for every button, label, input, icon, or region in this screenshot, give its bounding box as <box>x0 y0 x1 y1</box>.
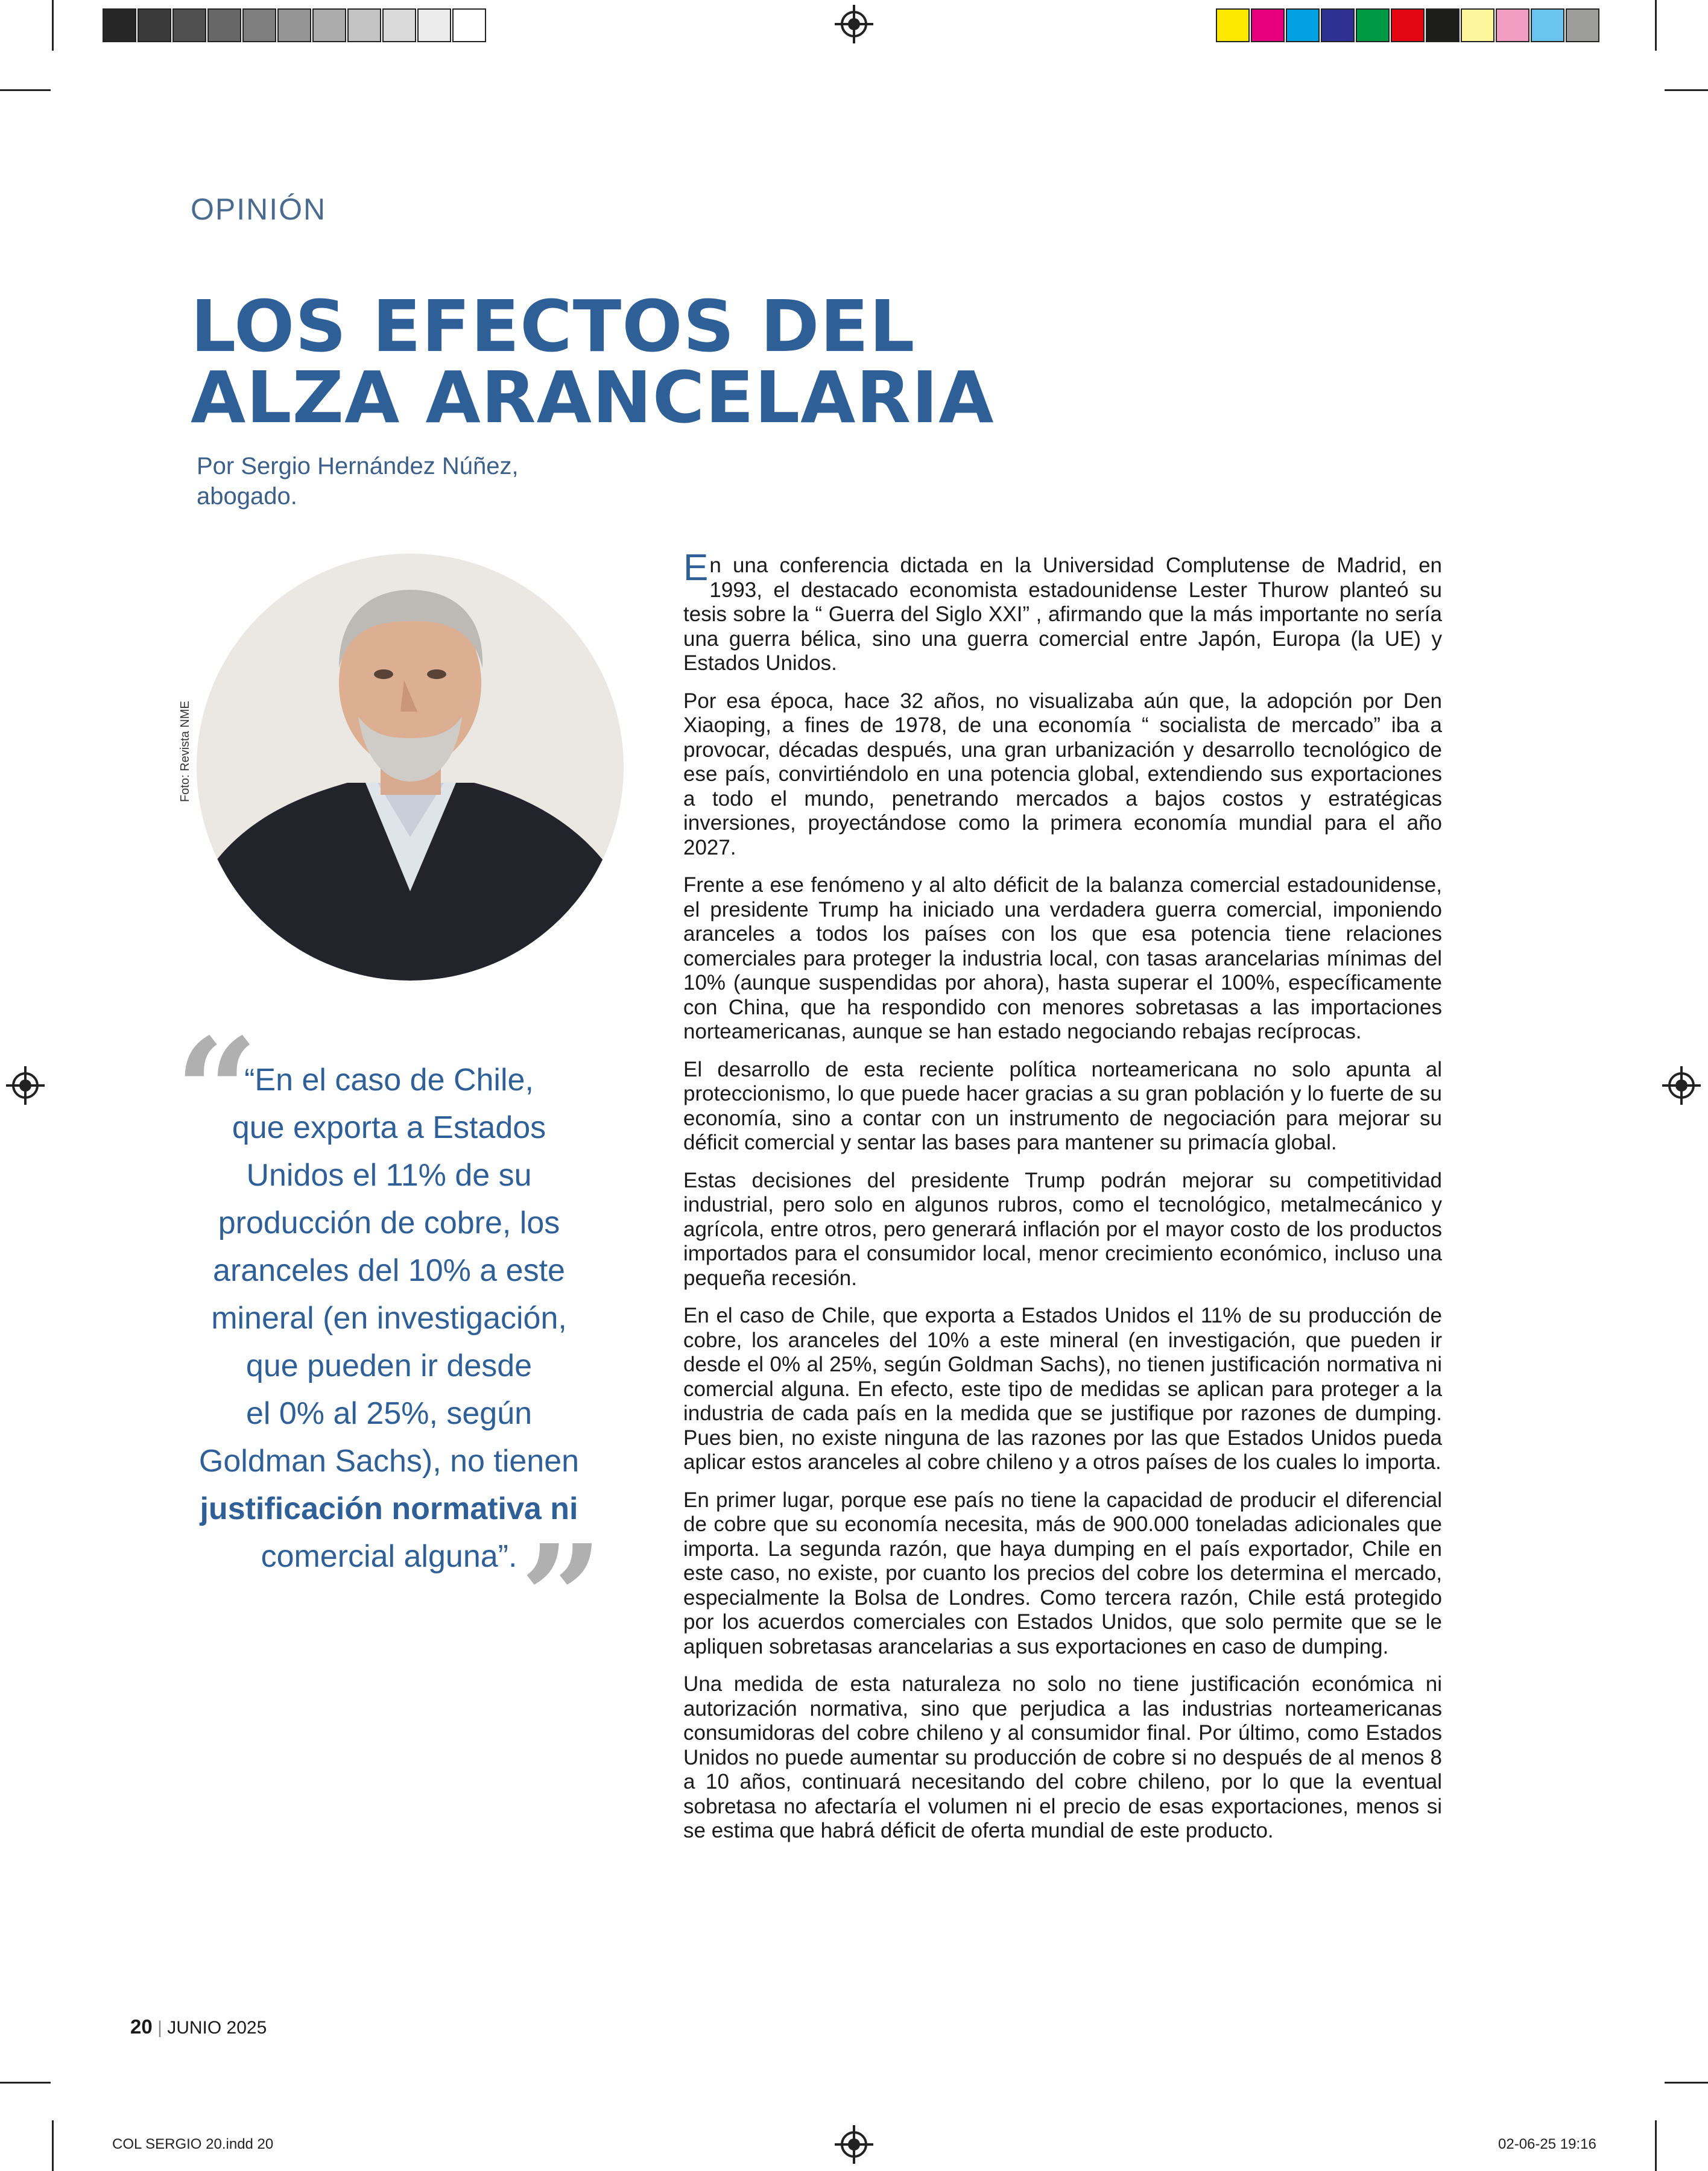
registration-mark-icon <box>12 1072 39 1099</box>
color-swatch <box>1216 8 1250 42</box>
color-swatch <box>452 8 486 42</box>
paragraph: En primer lugar, porque ese país no tiene la capacidad de producir el diferencial de cobre que su economía necesita, más de 900.000 toneladas adicionales que importa. La segunda razón, que haya dumping en el país exportador, Chile en este caso, no existe, por cuanto los precios del cobre los determina el mercado, especialmente la Bolsa de Londres. Como tercera razón, Chile está protegido por los acuerdos comerciales con Estados Unidos, que solo permite que se le apliquen sobretasas arancelarias a sus exportaciones en caso de dumping. <box>683 1488 1442 1658</box>
color-swatch <box>207 8 241 42</box>
paragraph: El desarrollo de esta reciente política norteamericana no solo apunta al proteccionismo, lo que puede hacer gracias a su gran población y lo fuerte de su economía, sino a contar con un instrumento de negociación para mejorar su déficit comercial y sentar las bases para mantener su primacía global. <box>683 1057 1442 1154</box>
color-swatch <box>1531 8 1564 42</box>
folio <box>130 2015 267 2038</box>
color-swatch <box>1391 8 1425 42</box>
pull-quote <box>187 1057 591 1581</box>
paragraph <box>683 547 1442 676</box>
crop-mark <box>52 2120 54 2171</box>
author-name: Por Sergio Hernández Núñez, <box>197 453 519 479</box>
color-swatch <box>138 8 171 42</box>
pull-quote-line: comercial alguna”. <box>261 1539 517 1574</box>
color-swatch <box>1566 8 1599 42</box>
crop-mark <box>0 2082 51 2084</box>
section-label: OPINIÓN <box>191 192 327 226</box>
paragraph: Frente a ese fenómeno y al alto déficit de la balanza comercial estadounidense, el presidente Trump ha iniciado una verdadera guerra comercial, imponiendo aranceles a todos los países con los que esa potencia tiene relaciones comerciales para proteger la industria local, con tasas arancelarias mínimas del 10% (aunque suspendidas por ahora), hasta superar el 100%, específicamente con China, que ha respondido con menores sobretasas a las importaciones norteamericanas, aunque se han estado negociando rebajas recíprocas. <box>683 873 1442 1043</box>
page-number: 20 <box>130 2015 153 2038</box>
color-swatch <box>1461 8 1494 42</box>
issue-date: JUNIO 2025 <box>167 2018 267 2038</box>
paragraph: En el caso de Chile, que exporta a Estados Unidos el 11% de su producción de cobre, los aranceles del 10% a este mineral (en investigación, que pueden ir desde el 0% al 25%, según Goldman Sachs), no tienen justificación normativa ni comercial alguna. En efecto, este tipo de medidas se aplican para proteger a la industria de cada país en la medida que se justifique por razones de dumping. Pues bien, no existe ninguna de las razones por las que Estados Unidos pueda aplicar estos aranceles al cobre chileno y a otros países de los cuales lo importa. <box>683 1304 1442 1474</box>
color-swatch <box>1251 8 1285 42</box>
color-swatch <box>242 8 276 42</box>
color-swatch <box>1286 8 1320 42</box>
color-swatch <box>417 8 451 42</box>
pull-quote-line: el 0% al 25%, según <box>245 1396 533 1431</box>
crop-mark <box>0 89 51 91</box>
color-swatch <box>103 8 136 42</box>
color-swatch <box>382 8 416 42</box>
crop-mark <box>52 0 54 51</box>
portrait-illustration <box>197 554 624 981</box>
paragraph: Una medida de esta naturaleza no solo no tiene justificación económica ni autorización normativa, sino que perjudica a las industrias norteamericanas consumidoras del cobre chileno y al consumidor final. Por último, como Estados Unidos no puede aumentar su producción de cobre si no después de al menos 8 a 10 años, continuará necesitando del cobre chileno, por lo que la eventual sobretasa no afectaría el volumen ni el precio de esas exportaciones, menos si se estima que habrá déficit de oferta mundial de este producto. <box>683 1672 1442 1842</box>
pull-quote-line: Unidos el 11% de su <box>246 1158 532 1193</box>
pull-quote-emphasis: justificación normativa ni <box>200 1491 578 1526</box>
paragraph: Por esa época, hace 32 años, no visualizaba aún que, la adopción por Den Xiaoping, a fines de 1978, de una economía “ socialista de mercado” iba a provocar, décadas después, una gran urbanización y desarrollo tecnológico de ese país, convirtiéndolo en una potencia global, extendiendo sus exportaciones a todo el mundo, penetrando mercados a bajos costos y estratégicas inversiones, proyectándose como la primera economía mundial para el año 2027. <box>683 689 1442 859</box>
photo-credit: Foto: Revista NME <box>179 701 192 802</box>
folio-separator: | <box>157 2018 162 2038</box>
pull-quote-line: producción de cobre, los <box>218 1206 560 1240</box>
pull-quote-line: “En el caso de Chile, <box>244 1063 534 1098</box>
byline <box>197 451 519 511</box>
close-quote-icon: ” <box>520 1513 604 1683</box>
title-line: ALZA ARANCELARIA <box>191 356 995 439</box>
article-body <box>683 547 1442 1857</box>
color-swatch <box>1321 8 1355 42</box>
pull-quote-line: mineral (en investigación, <box>211 1301 567 1336</box>
pull-quote-line: Goldman Sachs), no tienen <box>198 1444 580 1479</box>
registration-mark-icon <box>1668 1072 1695 1099</box>
author-role: abogado. <box>197 483 297 510</box>
article-title <box>191 285 1035 439</box>
crop-mark <box>1665 89 1708 91</box>
paragraph: Estas decisiones del presidente Trump podrán mejorar su competitividad industrial, pero solo en algunos rubros, como el tecnológico, metalmecánico y agrícola, entre otros, pero generará inflación por el mayor costo de los productos importados para el consumidor local, menor crecimiento económico, incluso una pequeña recesión. <box>683 1168 1442 1290</box>
paragraph-text: n una conferencia dictada en la Universidad Complutense de Madrid, en 1993, el destacado economista estadounidense Lester Thurow planteó su tesis sobre la “ Guerra del Siglo XXI” , afirmando que la más importante no sería una guerra bélica, sino una guerra comercial entre Japón, Europa (la UE) y Estados Unidos. <box>683 554 1442 675</box>
crop-mark <box>1655 0 1657 51</box>
color-swatch <box>347 8 381 42</box>
grey-color-bar <box>103 8 487 42</box>
pull-quote-line: aranceles del 10% a este <box>213 1253 565 1288</box>
color-swatch <box>1496 8 1529 42</box>
pull-quote-line: que pueden ir desde <box>245 1348 533 1383</box>
color-swatch <box>1356 8 1390 42</box>
crop-mark <box>1655 2120 1657 2171</box>
registration-mark-icon <box>841 11 867 37</box>
crop-mark <box>1665 2082 1708 2084</box>
pull-quote-line: que exporta a Estados <box>232 1110 546 1145</box>
author-portrait <box>197 554 624 981</box>
color-swatch <box>312 8 346 42</box>
color-swatch <box>1426 8 1460 42</box>
slug-filename: COL SERGIO 20.indd 20 <box>112 2136 274 2152</box>
drop-cap: E <box>683 547 709 589</box>
registration-mark-icon <box>841 2131 867 2158</box>
color-swatch <box>277 8 311 42</box>
title-line: LOS EFECTOS DEL <box>191 285 916 368</box>
color-swatch <box>172 8 206 42</box>
slug-timestamp: 02-06-25 19:16 <box>1498 2136 1596 2152</box>
process-color-bar <box>1216 8 1601 42</box>
open-quote-icon: “ <box>175 1006 259 1177</box>
